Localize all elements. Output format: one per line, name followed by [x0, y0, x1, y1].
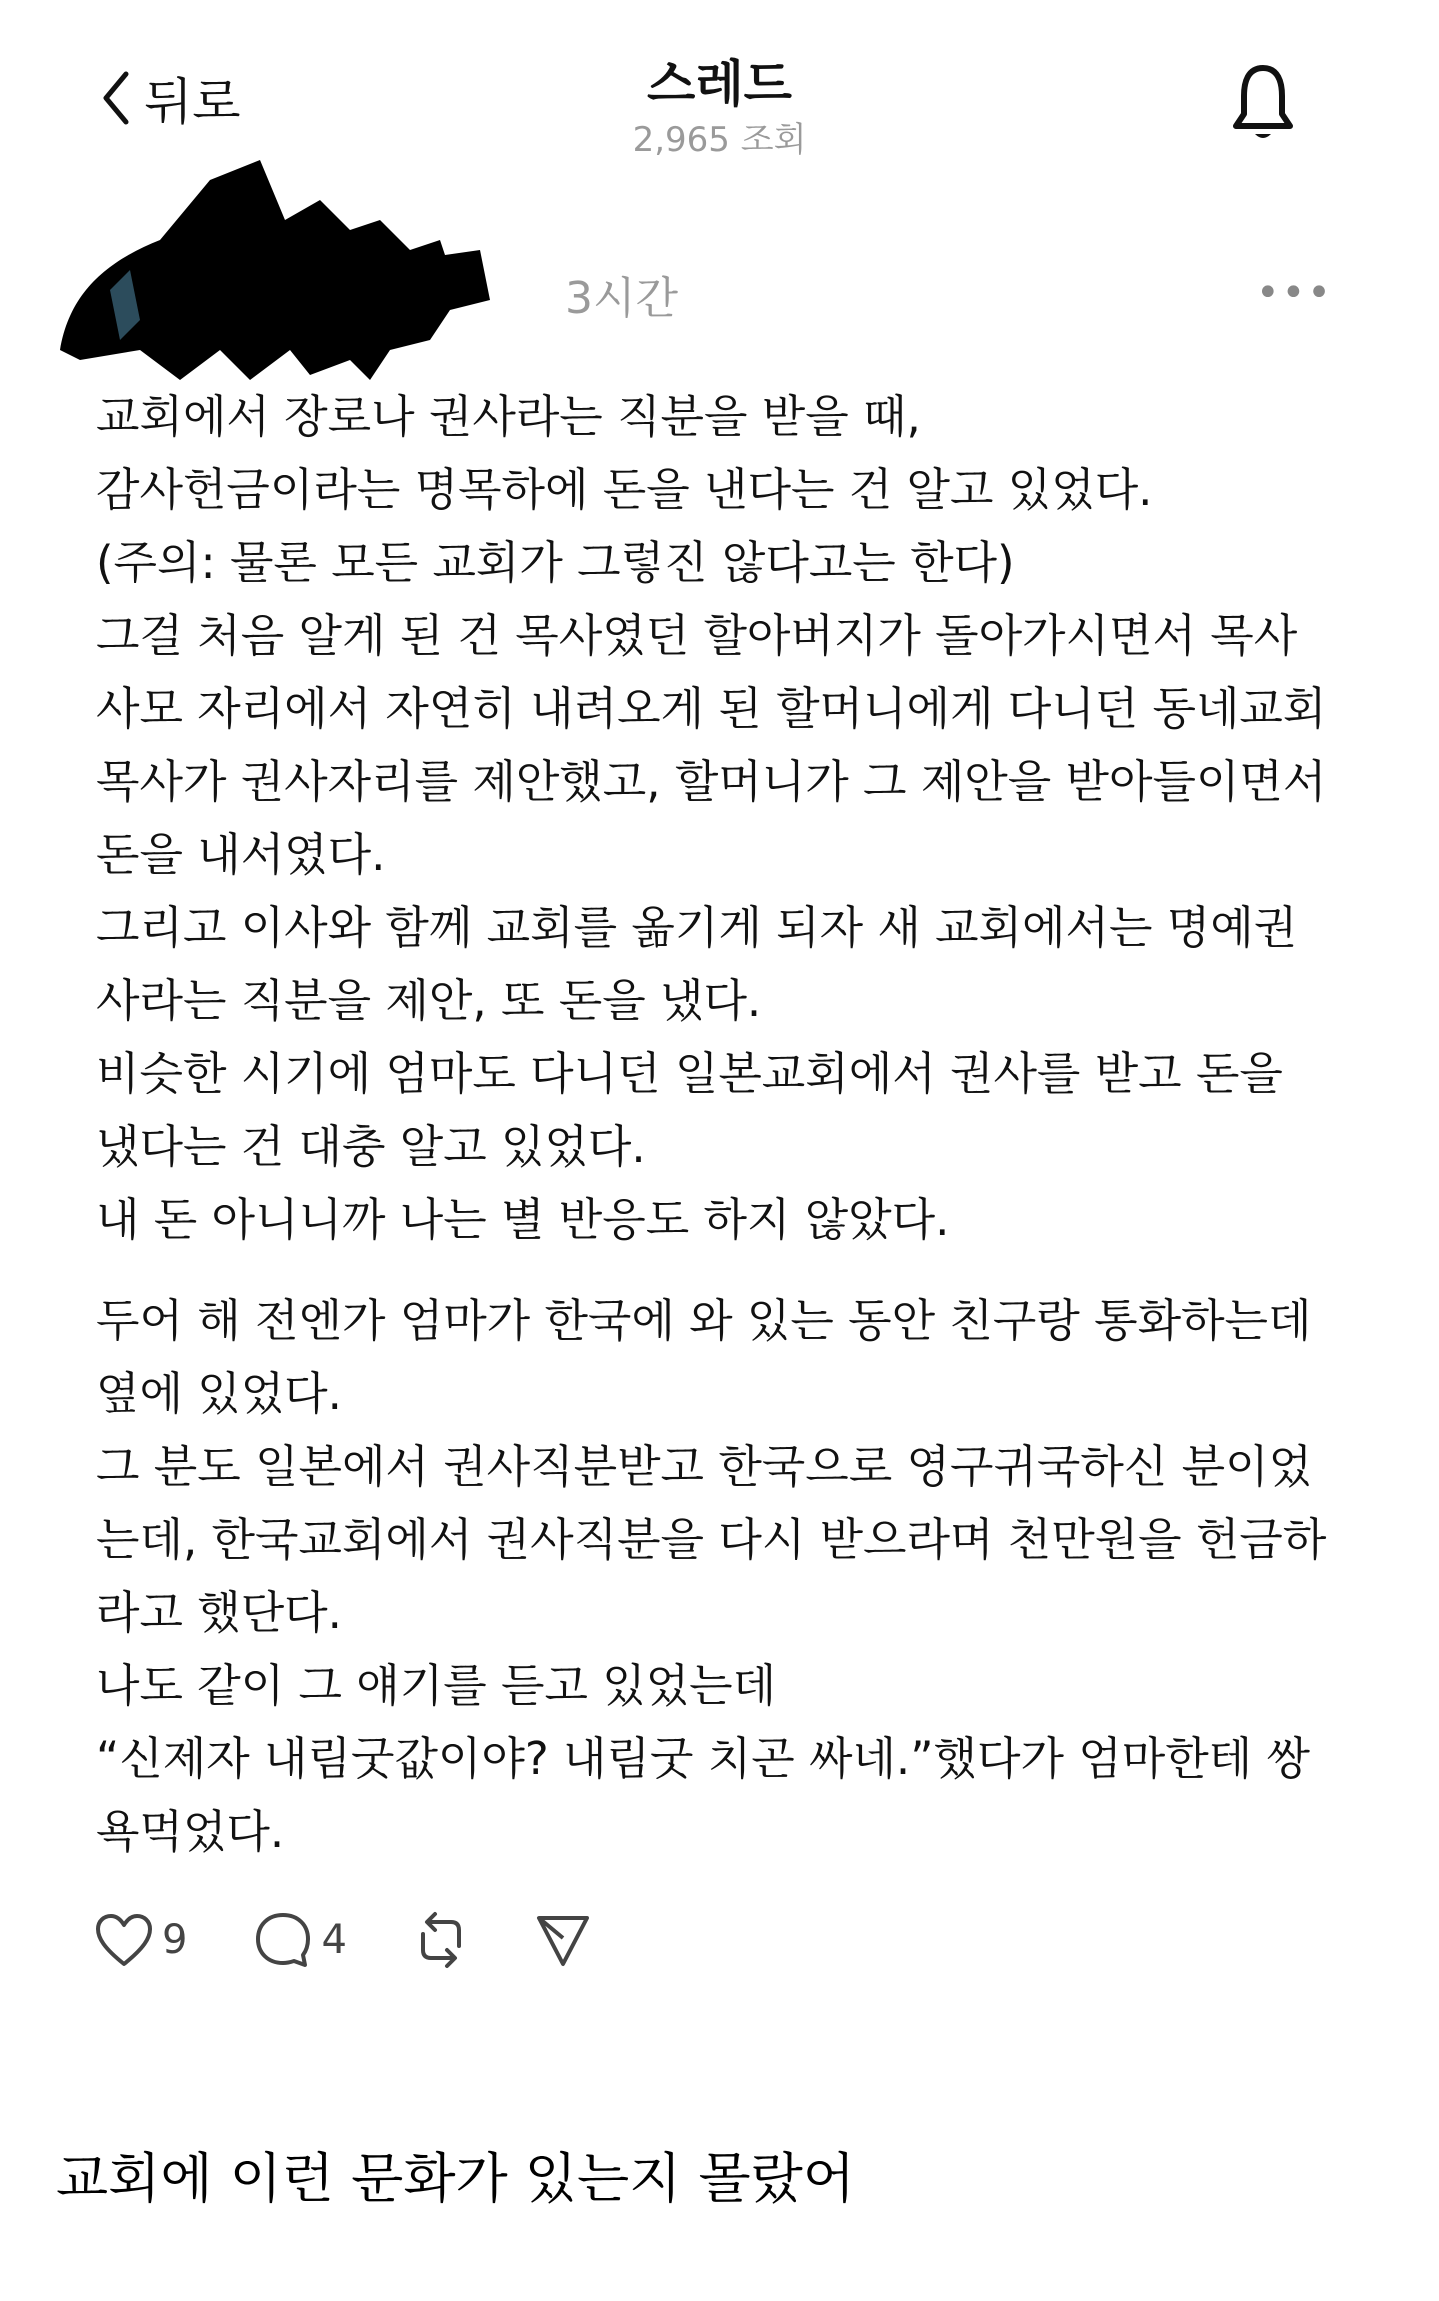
text-line: 목사가 권사자리를 제안했고, 할머니가 그 제안을 받아들이면서	[96, 755, 1327, 808]
comment-icon	[253, 1911, 313, 1969]
notification-button[interactable]	[1228, 62, 1298, 150]
bell-icon	[1228, 62, 1298, 146]
text-line: 그리고 이사와 함께 교회를 옮기게 되자 새 교회에서는 명예권	[96, 901, 1298, 954]
post-time	[565, 262, 678, 326]
text-line: 그걸 처음 알게 된 건 목사였던 할아버지가 돌아가시면서 목사	[96, 609, 1298, 662]
comment-count: 4	[321, 1917, 347, 1963]
post-body	[96, 380, 1326, 1868]
time-label: 3시간	[565, 273, 679, 324]
text-line: 두어 해 전엔가 엄마가 한국에 와 있는 동안 친구랑 통화하는데	[96, 1294, 1312, 1347]
text-line: 비슷한 시기에 엄마도 다니던 일본교회에서 권사를 받고 돈을	[96, 1047, 1283, 1100]
share-button[interactable]	[535, 1912, 591, 1968]
repost-icon	[413, 1910, 469, 1970]
text-line: 욕먹었다.	[96, 1805, 285, 1858]
text-line: 라고 했단다.	[96, 1586, 342, 1639]
more-options-button[interactable]	[1256, 270, 1333, 316]
send-icon	[535, 1912, 591, 1968]
repost-button[interactable]	[413, 1910, 469, 1970]
text-line: 돈을 내서였다.	[96, 828, 386, 881]
text-line: (주의: 물론 모든 교회가 그렇진 않다고는 한다)	[96, 536, 1015, 589]
text-line: 사라는 직분을 제안, 또 돈을 냈다.	[96, 974, 762, 1027]
text-line: 옆에 있었다.	[96, 1367, 342, 1420]
text-line: 나도 같이 그 얘기를 듣고 있었는데	[96, 1659, 777, 1712]
back-label: 뒤로	[144, 73, 241, 131]
paragraph-2	[96, 1284, 1326, 1868]
text-line: “신제자 내림굿값이야? 내림굿 치곤 싸네.”했다가 엄마한테 쌍	[96, 1732, 1310, 1785]
text-line: 냈다는 건 대충 알고 있었다.	[96, 1120, 646, 1173]
post-actions	[94, 1910, 657, 1970]
text-line: 교회에서 장로나 권사라는 직분을 받을 때,	[96, 390, 921, 443]
like-count: 9	[162, 1917, 188, 1963]
text-line: 내 돈 아니니까 나는 별 반응도 하지 않았다.	[96, 1193, 950, 1246]
comment-button[interactable]	[253, 1911, 346, 1969]
text-line: 사모 자리에서 자연히 내려오게 된 할머니에게 다니던 동네교회	[96, 682, 1327, 735]
heart-icon	[94, 1912, 154, 1968]
text-line: 감사헌금이라는 명목하에 돈을 낸다는 건 알고 있었다.	[96, 463, 1153, 516]
text-line: 는데, 한국교회에서 권사직분을 다시 받으라며 천만원을 헌금하	[96, 1513, 1327, 1566]
page-title: 스레드	[647, 55, 792, 113]
more-icon: •••	[1256, 270, 1333, 316]
paragraph-1	[96, 380, 1326, 1256]
text-line: 그 분도 일본에서 권사직분받고 한국으로 영구귀국하신 분이었	[96, 1440, 1313, 1493]
view-count: 2,965 조회	[632, 120, 807, 160]
like-button[interactable]	[94, 1912, 187, 1968]
redacted-author	[50, 150, 650, 380]
caption-text: 교회에 이런 문화가 있는지 몰랐어	[56, 2147, 855, 2210]
